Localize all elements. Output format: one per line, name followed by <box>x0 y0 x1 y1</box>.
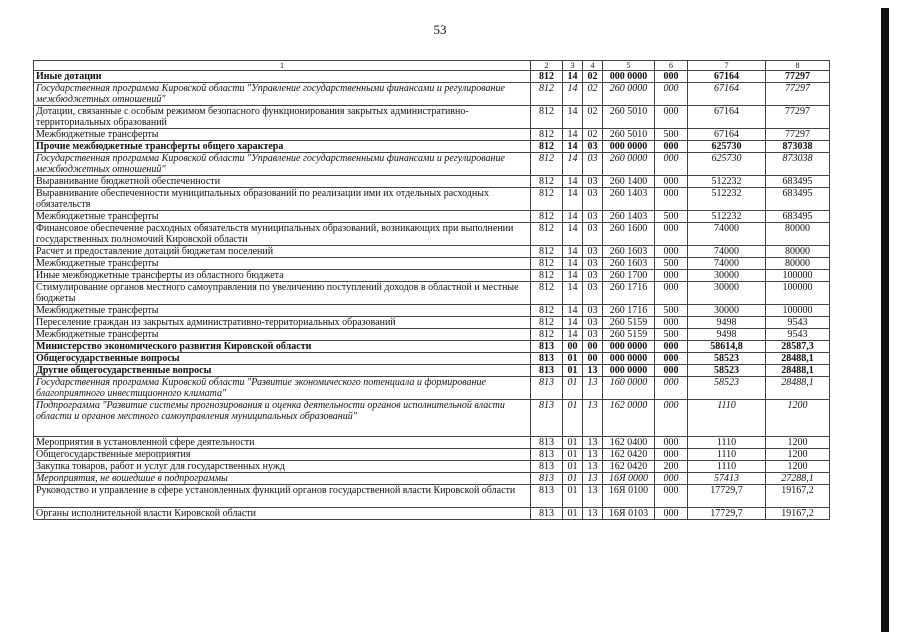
expense-type: 000 <box>655 400 688 437</box>
expense-type: 000 <box>655 176 688 188</box>
amount-2015: 9498 <box>688 329 766 341</box>
section-code: 01 <box>563 437 583 449</box>
amount-2015: 1110 <box>688 437 766 449</box>
table-row <box>34 449 830 461</box>
amount-2016: 100000 <box>766 270 830 282</box>
amount-2015: 74000 <box>688 223 766 246</box>
section-code: 01 <box>563 461 583 473</box>
table-row <box>34 473 830 485</box>
row-name: Общегосударственные вопросы <box>34 353 531 365</box>
article-code: 260 1403 <box>603 188 655 211</box>
row-name: Другие общегосударственные вопросы <box>34 365 531 377</box>
budget-code: 813 <box>531 437 563 449</box>
section-code: 01 <box>563 365 583 377</box>
article-code: 260 5159 <box>603 329 655 341</box>
budget-code: 812 <box>531 211 563 223</box>
article-code: 000 0000 <box>603 71 655 83</box>
section-code: 00 <box>563 341 583 353</box>
budget-code: 813 <box>531 365 563 377</box>
amount-2015: 67164 <box>688 106 766 129</box>
amount-2016: 77297 <box>766 83 830 106</box>
amount-2015: 9498 <box>688 317 766 329</box>
row-name: Выравнивание бюджетной обеспеченности <box>34 176 531 188</box>
row-name: Министерство экономического развития Кировской области <box>34 341 531 353</box>
article-code: 260 1700 <box>603 270 655 282</box>
article-code: 260 1603 <box>603 246 655 258</box>
article-code: 260 1400 <box>603 176 655 188</box>
amount-2016: 28587,3 <box>766 341 830 353</box>
article-code: 000 0000 <box>603 141 655 153</box>
expense-type: 000 <box>655 282 688 305</box>
row-name: Иные дотации <box>34 71 531 83</box>
amount-2016: 19167,2 <box>766 485 830 508</box>
row-name: Межбюджетные трансферты <box>34 305 531 317</box>
section-code: 14 <box>563 153 583 176</box>
section-code: 14 <box>563 223 583 246</box>
expense-type: 500 <box>655 329 688 341</box>
amount-2016: 100000 <box>766 282 830 305</box>
subsection-code: 03 <box>583 282 603 305</box>
article-code: 260 5010 <box>603 129 655 141</box>
subsection-code: 03 <box>583 258 603 270</box>
section-code: 14 <box>563 317 583 329</box>
subsection-code: 03 <box>583 246 603 258</box>
amount-2016: 80000 <box>766 223 830 246</box>
budget-code: 812 <box>531 141 563 153</box>
article-code: 260 5010 <box>603 106 655 129</box>
budget-code: 813 <box>531 400 563 437</box>
column-header: 8 <box>766 61 830 71</box>
expense-type: 000 <box>655 223 688 246</box>
row-name: Общегосударственные мероприятия <box>34 449 531 461</box>
row-name: Дотации, связанные с особым режимом безопасного функционирования закрытых административно-территориальных образований <box>34 106 531 129</box>
amount-2016: 28488,1 <box>766 377 830 400</box>
amount-2015: 1110 <box>688 449 766 461</box>
budget-code: 812 <box>531 317 563 329</box>
amount-2016: 1200 <box>766 400 830 437</box>
amount-2016: 28488,1 <box>766 353 830 365</box>
amount-2016: 683495 <box>766 211 830 223</box>
article-code: 160 0000 <box>603 377 655 400</box>
table-row <box>34 305 830 317</box>
subsection-code: 13 <box>583 449 603 461</box>
article-code: 260 1716 <box>603 282 655 305</box>
subsection-code: 13 <box>583 473 603 485</box>
amount-2016: 28488,1 <box>766 365 830 377</box>
article-code: 260 1403 <box>603 211 655 223</box>
table-row <box>34 106 830 129</box>
budget-code: 812 <box>531 246 563 258</box>
expense-type: 500 <box>655 129 688 141</box>
budget-code: 812 <box>531 83 563 106</box>
article-code: 260 1716 <box>603 305 655 317</box>
article-code: 16Я 0103 <box>603 508 655 520</box>
table-row <box>34 400 830 437</box>
article-code: 16Я 0100 <box>603 485 655 508</box>
row-name: Государственная программа Кировской области "Развитие экономического потенциала и формирование благоприятного инвестиционного климата" <box>34 377 531 400</box>
table-row <box>34 223 830 246</box>
table-row <box>34 153 830 176</box>
row-name: Межбюджетные трансферты <box>34 211 531 223</box>
amount-2015: 512232 <box>688 176 766 188</box>
section-code: 01 <box>563 400 583 437</box>
table-row <box>34 365 830 377</box>
budget-code: 813 <box>531 461 563 473</box>
table-row <box>34 485 830 508</box>
row-name: Подпрограмма "Развитие системы прогнозирования и оценка деятельности органов исполнительной власти области и органов местного самоуправления муниципальных образований" <box>34 400 531 437</box>
subsection-code: 03 <box>583 223 603 246</box>
budget-code: 813 <box>531 473 563 485</box>
row-name: Расчет и предоставление дотаций бюджетам поселений <box>34 246 531 258</box>
section-code: 14 <box>563 211 583 223</box>
article-code: 260 0000 <box>603 83 655 106</box>
expense-type: 000 <box>655 188 688 211</box>
table-row <box>34 246 830 258</box>
table-row <box>34 341 830 353</box>
article-code: 16Я 0000 <box>603 473 655 485</box>
budget-code: 813 <box>531 485 563 508</box>
section-code: 14 <box>563 329 583 341</box>
table-row <box>34 129 830 141</box>
expense-type: 000 <box>655 141 688 153</box>
amount-2015: 512232 <box>688 188 766 211</box>
section-code: 14 <box>563 83 583 106</box>
amount-2016: 9543 <box>766 329 830 341</box>
section-code: 01 <box>563 508 583 520</box>
table-row <box>34 282 830 305</box>
subsection-code: 13 <box>583 508 603 520</box>
budget-code: 812 <box>531 223 563 246</box>
article-code: 260 1603 <box>603 258 655 270</box>
subsection-code: 02 <box>583 71 603 83</box>
page-edge-bar <box>881 8 889 632</box>
table-row <box>34 317 830 329</box>
budget-code: 812 <box>531 71 563 83</box>
section-code: 14 <box>563 270 583 282</box>
expense-type: 000 <box>655 317 688 329</box>
amount-2015: 17729,7 <box>688 485 766 508</box>
row-name: Выравнивание обеспеченности муниципальных образований по реализации ими их отдельных расходных обязательств <box>34 188 531 211</box>
table-row <box>34 258 830 270</box>
amount-2015: 625730 <box>688 153 766 176</box>
amount-2015: 1110 <box>688 400 766 437</box>
amount-2016: 80000 <box>766 258 830 270</box>
row-name: Межбюджетные трансферты <box>34 129 531 141</box>
row-name: Органы исполнительной власти Кировской области <box>34 508 531 520</box>
amount-2016: 1200 <box>766 449 830 461</box>
table-row <box>34 270 830 282</box>
subsection-code: 13 <box>583 365 603 377</box>
section-code: 14 <box>563 176 583 188</box>
amount-2016: 77297 <box>766 106 830 129</box>
row-name: Финансовое обеспечение расходных обязательств муниципальных образований, возникающих при выполнении государственных полномочий Кировской области <box>34 223 531 246</box>
article-code: 162 0420 <box>603 461 655 473</box>
table-row <box>34 71 830 83</box>
subsection-code: 00 <box>583 341 603 353</box>
expense-type: 000 <box>655 377 688 400</box>
table-row <box>34 176 830 188</box>
expense-type: 000 <box>655 437 688 449</box>
subsection-code: 03 <box>583 176 603 188</box>
budget-code: 812 <box>531 129 563 141</box>
row-name: Межбюджетные трансферты <box>34 329 531 341</box>
subsection-code: 02 <box>583 83 603 106</box>
amount-2016: 683495 <box>766 188 830 211</box>
section-code: 14 <box>563 282 583 305</box>
row-name: Государственная программа Кировской области "Управление государственными финансами и регулирование межбюджетных отношений" <box>34 83 531 106</box>
column-header: 3 <box>563 61 583 71</box>
amount-2016: 683495 <box>766 176 830 188</box>
article-code: 260 5159 <box>603 317 655 329</box>
expense-type: 000 <box>655 83 688 106</box>
table-row <box>34 83 830 106</box>
table-row <box>34 377 830 400</box>
table-row <box>34 437 830 449</box>
section-code: 01 <box>563 485 583 508</box>
amount-2015: 74000 <box>688 258 766 270</box>
column-header: 7 <box>688 61 766 71</box>
amount-2015: 30000 <box>688 270 766 282</box>
article-code: 260 0000 <box>603 153 655 176</box>
section-code: 14 <box>563 188 583 211</box>
article-code: 162 0400 <box>603 437 655 449</box>
row-name: Мероприятия в установленной сфере деятельности <box>34 437 531 449</box>
amount-2015: 57413 <box>688 473 766 485</box>
budget-table <box>33 60 830 520</box>
amount-2016: 1200 <box>766 437 830 449</box>
subsection-code: 03 <box>583 153 603 176</box>
amount-2016: 873038 <box>766 141 830 153</box>
expense-type: 000 <box>655 473 688 485</box>
expense-type: 000 <box>655 341 688 353</box>
row-name: Руководство и управление в сфере установленных функций органов государственной власти Кировской области <box>34 485 531 508</box>
table-row <box>34 508 830 520</box>
section-code: 01 <box>563 449 583 461</box>
amount-2015: 58614,8 <box>688 341 766 353</box>
section-code: 01 <box>563 473 583 485</box>
subsection-code: 03 <box>583 317 603 329</box>
row-name: Межбюджетные трансферты <box>34 258 531 270</box>
section-code: 14 <box>563 246 583 258</box>
amount-2015: 67164 <box>688 71 766 83</box>
expense-type: 000 <box>655 153 688 176</box>
subsection-code: 13 <box>583 461 603 473</box>
amount-2015: 30000 <box>688 305 766 317</box>
row-name: Мероприятия, не вошедшие в подпрограммы <box>34 473 531 485</box>
amount-2016: 77297 <box>766 71 830 83</box>
row-name: Государственная программа Кировской области "Управление государственными финансами и регулирование межбюджетных отношений" <box>34 153 531 176</box>
amount-2016: 19167,2 <box>766 508 830 520</box>
expense-type: 000 <box>655 508 688 520</box>
amount-2016: 80000 <box>766 246 830 258</box>
section-code: 14 <box>563 71 583 83</box>
budget-code: 813 <box>531 341 563 353</box>
article-code: 260 1600 <box>603 223 655 246</box>
amount-2016: 27288,1 <box>766 473 830 485</box>
subsection-code: 13 <box>583 485 603 508</box>
section-code: 01 <box>563 377 583 400</box>
section-code: 14 <box>563 106 583 129</box>
budget-code: 812 <box>531 329 563 341</box>
budget-code: 812 <box>531 106 563 129</box>
row-name: Переселение граждан из закрытых административно-территориальных образований <box>34 317 531 329</box>
page-number: 53 <box>433 22 447 37</box>
budget-code: 813 <box>531 449 563 461</box>
amount-2015: 512232 <box>688 211 766 223</box>
subsection-code: 03 <box>583 188 603 211</box>
amount-2016: 1200 <box>766 461 830 473</box>
amount-2015: 30000 <box>688 282 766 305</box>
budget-code: 812 <box>531 282 563 305</box>
article-code: 000 0000 <box>603 341 655 353</box>
expense-type: 000 <box>655 106 688 129</box>
budget-code: 812 <box>531 270 563 282</box>
article-code: 000 0000 <box>603 365 655 377</box>
column-header: 1 <box>34 61 531 71</box>
expense-type: 000 <box>655 485 688 508</box>
expense-type: 500 <box>655 305 688 317</box>
section-code: 14 <box>563 141 583 153</box>
subsection-code: 03 <box>583 211 603 223</box>
expense-type: 000 <box>655 270 688 282</box>
amount-2016: 873038 <box>766 153 830 176</box>
section-code: 14 <box>563 305 583 317</box>
amount-2015: 58523 <box>688 353 766 365</box>
subsection-code: 13 <box>583 400 603 437</box>
table-row <box>34 353 830 365</box>
expense-type: 500 <box>655 211 688 223</box>
amount-2015: 1110 <box>688 461 766 473</box>
row-name: Стимулирование органов местного самоуправления по увеличению поступлений доходов в областной и местные бюджеты <box>34 282 531 305</box>
amount-2016: 77297 <box>766 129 830 141</box>
amount-2015: 17729,7 <box>688 508 766 520</box>
amount-2015: 58523 <box>688 377 766 400</box>
expense-type: 500 <box>655 258 688 270</box>
subsection-code: 00 <box>583 353 603 365</box>
column-number-row <box>34 61 830 71</box>
budget-code: 812 <box>531 176 563 188</box>
budget-code: 812 <box>531 188 563 211</box>
row-name: Иные межбюджетные трансферты из областного бюджета <box>34 270 531 282</box>
table-row <box>34 141 830 153</box>
row-name: Прочие межбюджетные трансферты общего характера <box>34 141 531 153</box>
amount-2015: 58523 <box>688 365 766 377</box>
article-code: 162 0420 <box>603 449 655 461</box>
budget-code: 812 <box>531 305 563 317</box>
subsection-code: 13 <box>583 437 603 449</box>
section-code: 01 <box>563 353 583 365</box>
expense-type: 000 <box>655 365 688 377</box>
amount-2016: 100000 <box>766 305 830 317</box>
section-code: 14 <box>563 258 583 270</box>
article-code: 000 0000 <box>603 353 655 365</box>
amount-2015: 625730 <box>688 141 766 153</box>
expense-type: 000 <box>655 71 688 83</box>
table-row <box>34 461 830 473</box>
subsection-code: 02 <box>583 129 603 141</box>
section-code: 14 <box>563 129 583 141</box>
column-header: 4 <box>583 61 603 71</box>
subsection-code: 03 <box>583 270 603 282</box>
column-header: 2 <box>531 61 563 71</box>
column-header: 5 <box>603 61 655 71</box>
subsection-code: 03 <box>583 141 603 153</box>
expense-type: 200 <box>655 461 688 473</box>
table-row <box>34 211 830 223</box>
budget-code: 813 <box>531 353 563 365</box>
table-row <box>34 329 830 341</box>
subsection-code: 13 <box>583 377 603 400</box>
expense-type: 000 <box>655 246 688 258</box>
amount-2015: 67164 <box>688 83 766 106</box>
budget-code: 813 <box>531 508 563 520</box>
budget-code: 813 <box>531 377 563 400</box>
budget-code: 812 <box>531 153 563 176</box>
article-code: 162 0000 <box>603 400 655 437</box>
table-row <box>34 188 830 211</box>
expense-type: 000 <box>655 353 688 365</box>
subsection-code: 03 <box>583 305 603 317</box>
expense-type: 000 <box>655 449 688 461</box>
column-header: 6 <box>655 61 688 71</box>
budget-code: 812 <box>531 258 563 270</box>
row-name: Закупка товаров, работ и услуг для государственных нужд <box>34 461 531 473</box>
subsection-code: 03 <box>583 329 603 341</box>
subsection-code: 02 <box>583 106 603 129</box>
amount-2015: 74000 <box>688 246 766 258</box>
amount-2015: 67164 <box>688 129 766 141</box>
amount-2016: 9543 <box>766 317 830 329</box>
